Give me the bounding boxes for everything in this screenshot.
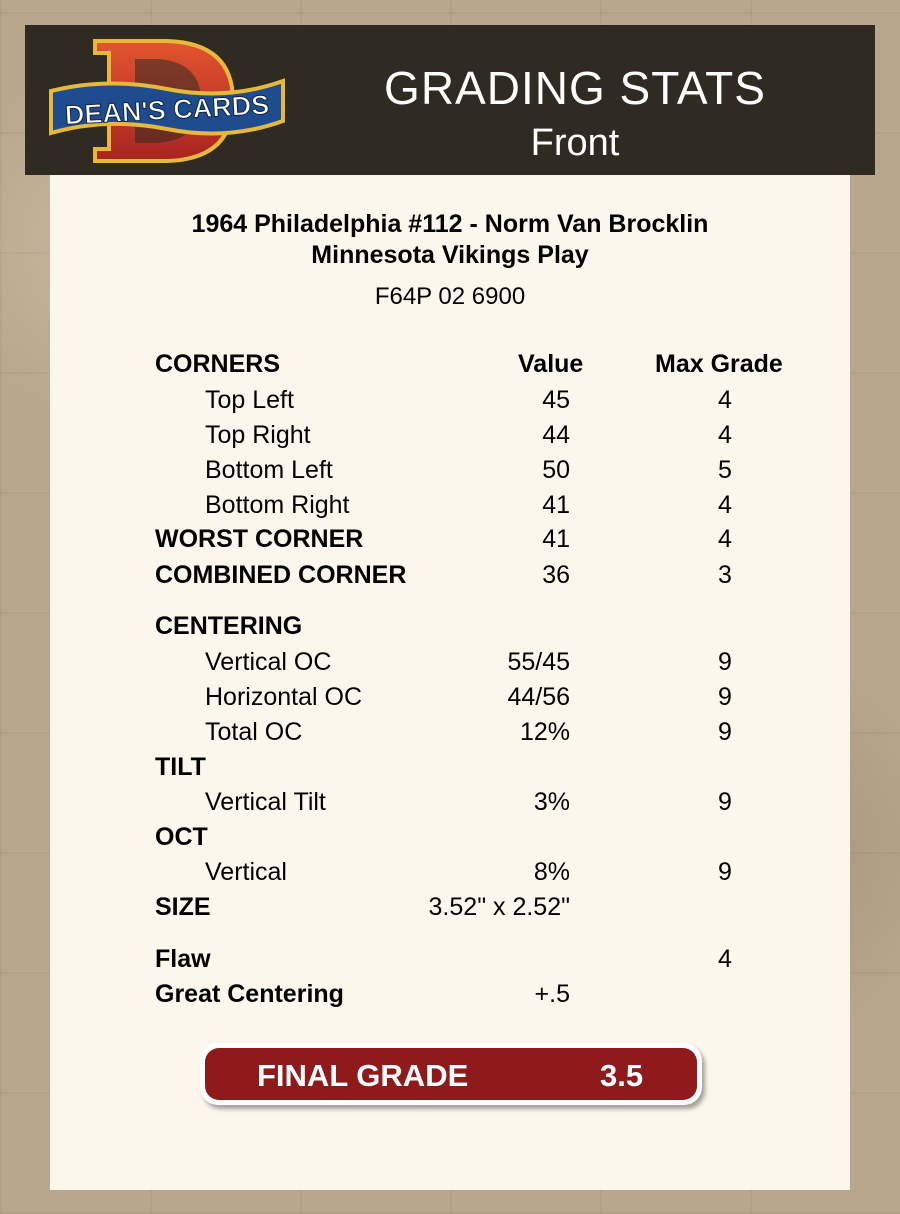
- row-max-grade: 9: [718, 683, 732, 711]
- max-grade-column-header: Max Grade: [655, 350, 783, 378]
- row-max-grade: 9: [718, 788, 732, 816]
- deans-cards-logo: [47, 37, 287, 165]
- final-grade-badge: [200, 1043, 702, 1105]
- row-value: 55/45: [507, 648, 570, 676]
- row-label: Top Right: [205, 421, 311, 449]
- row-label: Horizontal OC: [205, 683, 362, 711]
- page-subtitle: Front: [530, 122, 620, 164]
- row-label: Vertical Tilt: [205, 788, 326, 816]
- row-max-grade: 9: [718, 858, 732, 886]
- flaw-max-grade: 4: [718, 945, 732, 973]
- row-max-grade: 9: [718, 718, 732, 746]
- table-row: [50, 683, 850, 715]
- row-value: 36: [542, 561, 570, 589]
- row-label: Total OC: [205, 718, 303, 746]
- row-max-grade: 9: [718, 648, 732, 676]
- row-value: 12%: [519, 718, 570, 746]
- header-bar: [25, 25, 875, 175]
- page-title: GRADING STATS: [384, 62, 766, 114]
- great-centering-value: +.5: [534, 980, 570, 1008]
- row-label: Top Left: [205, 386, 294, 414]
- row-max-grade: 4: [718, 491, 732, 519]
- table-row: [50, 386, 850, 418]
- row-value: 3%: [533, 788, 570, 816]
- size-row: [50, 893, 850, 925]
- final-grade-value: 3.5: [600, 1058, 644, 1093]
- logo-text: DEAN'S CARDS: [64, 89, 270, 131]
- oct-header-row: [50, 823, 850, 855]
- card-subtitle: Minnesota Vikings Play: [311, 241, 589, 269]
- table-row: [50, 718, 850, 750]
- final-grade-bar: [205, 1048, 697, 1100]
- corners-header-row: [50, 350, 850, 382]
- card-title: 1964 Philadelphia #112 - Norm Van Brocklin: [191, 210, 709, 238]
- row-max-grade: 4: [718, 421, 732, 449]
- row-value: 8%: [533, 858, 570, 886]
- row-max-grade: 5: [718, 456, 732, 484]
- tilt-header-row: [50, 753, 850, 785]
- row-label: Bottom Left: [205, 456, 333, 484]
- row-label: Bottom Right: [205, 491, 350, 519]
- size-label: SIZE: [155, 893, 211, 921]
- tilt-label: TILT: [155, 753, 206, 781]
- row-label: Vertical OC: [205, 648, 332, 676]
- oct-label: OCT: [155, 823, 208, 851]
- table-row: [50, 491, 850, 523]
- grading-panel: [50, 175, 850, 1190]
- table-row: [50, 421, 850, 453]
- flaw-label: Flaw: [155, 945, 211, 973]
- great-centering-row: [50, 980, 850, 1012]
- row-value: 41: [542, 525, 570, 553]
- combined-corner-row: [50, 561, 850, 593]
- row-value: 45: [542, 386, 570, 414]
- row-value: 41: [542, 491, 570, 519]
- row-max-grade: 3: [718, 561, 732, 589]
- row-label: Vertical: [205, 858, 287, 886]
- row-max-grade: 4: [718, 386, 732, 414]
- row-label: COMBINED CORNER: [155, 561, 407, 589]
- row-value: 44: [542, 421, 570, 449]
- size-value: 3.52" x 2.52": [428, 893, 570, 921]
- value-column-header: Value: [518, 350, 584, 378]
- worst-corner-row: [50, 525, 850, 557]
- corners-label: CORNERS: [155, 350, 281, 378]
- row-value: 44/56: [507, 683, 570, 711]
- table-row: [50, 456, 850, 488]
- great-centering-label: Great Centering: [155, 980, 344, 1008]
- final-grade-label: FINAL GRADE: [257, 1058, 469, 1093]
- table-row: [50, 858, 850, 890]
- centering-header-row: [50, 612, 850, 644]
- flaw-row: [50, 945, 850, 977]
- table-row: [50, 788, 850, 820]
- row-label: WORST CORNER: [155, 525, 364, 553]
- table-row: [50, 648, 850, 680]
- row-value: 50: [542, 456, 570, 484]
- row-max-grade: 4: [718, 525, 732, 553]
- centering-label: CENTERING: [155, 612, 303, 640]
- cert-number: F64P 02 6900: [374, 283, 526, 310]
